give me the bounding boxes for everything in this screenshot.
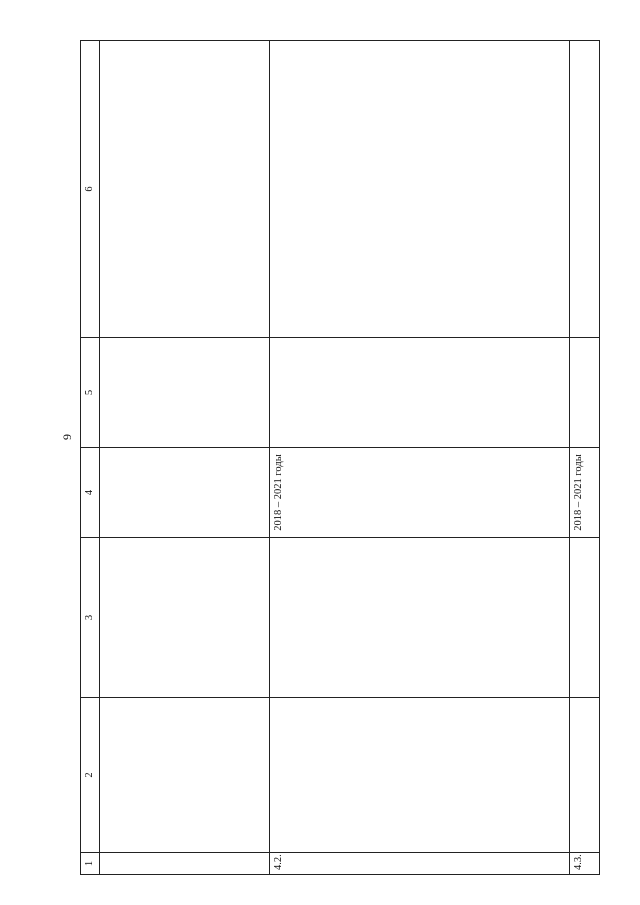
result-cell xyxy=(570,41,600,338)
table-row xyxy=(270,41,570,875)
funding-cell xyxy=(570,338,600,448)
column-number: 3 xyxy=(81,538,100,698)
period-cell: 2018 – 2021 годы xyxy=(570,448,600,538)
column-number: 6 xyxy=(81,41,100,338)
measure-cell xyxy=(570,698,600,853)
column-number: 5 xyxy=(81,338,100,448)
row-number xyxy=(100,853,270,875)
column-number: 2 xyxy=(81,698,100,853)
result-cell xyxy=(270,41,570,338)
executor-cell xyxy=(270,538,570,698)
row-number: 4.3. xyxy=(570,853,600,875)
result-cell xyxy=(100,41,270,338)
table-row xyxy=(100,41,270,875)
column-number: 1 xyxy=(81,853,100,875)
period-cell: 2018 – 2021 годы xyxy=(270,448,570,538)
executor-cell xyxy=(570,538,600,698)
measure-cell xyxy=(100,698,270,853)
funding-cell xyxy=(270,338,570,448)
table-row xyxy=(570,41,600,875)
page-number: 9 xyxy=(60,434,74,440)
period-cell xyxy=(100,448,270,538)
measure-cell xyxy=(270,698,570,853)
column-number-row xyxy=(81,41,100,875)
column-number: 4 xyxy=(81,448,100,538)
row-number: 4.2. xyxy=(270,853,570,875)
funding-cell xyxy=(100,338,270,448)
rotated-table-wrapper xyxy=(80,40,600,875)
executor-cell xyxy=(100,538,270,698)
measures-table xyxy=(80,40,600,875)
